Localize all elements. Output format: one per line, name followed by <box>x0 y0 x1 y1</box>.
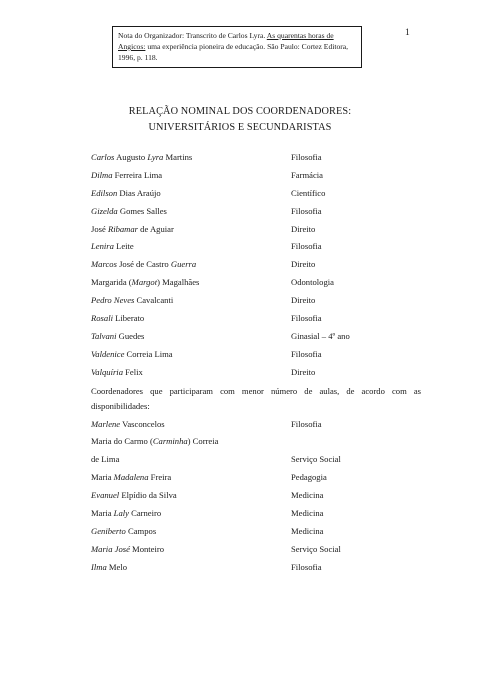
coordinator-row <box>91 366 421 384</box>
field-of-study: Serviço Social <box>291 543 341 554</box>
secondary-coordinator-row <box>91 418 421 436</box>
person-name <box>91 330 144 342</box>
name-rest: Correia Lima <box>124 348 173 359</box>
name-rest: Guedes <box>116 330 145 341</box>
field-of-study: Filosofia <box>291 348 322 359</box>
name-rest: Martins <box>163 152 193 162</box>
coordinator-row <box>91 348 421 366</box>
name-rest: Elpídio da Silva <box>119 490 177 501</box>
name-italic: Gizelda <box>91 205 118 216</box>
name-rest: Freira <box>148 472 172 483</box>
field-of-study: Filosofia <box>291 205 322 216</box>
name-italic: Talvani <box>91 330 117 341</box>
name-italic2: Lyra <box>147 152 164 162</box>
field-of-study: Filosofia <box>291 561 322 572</box>
name-rest: ) Magalhães <box>157 277 200 288</box>
person-name <box>91 525 156 537</box>
name-italic: Maria José <box>91 543 130 554</box>
name-rest: Gomes Salles <box>117 205 167 216</box>
name-pre: de Lima <box>91 454 120 465</box>
name-italic: Carminha <box>152 436 188 447</box>
field-of-study: Farmácia <box>291 169 323 180</box>
person-name <box>91 366 143 378</box>
secondary-coordinator-row <box>91 435 421 453</box>
page-heading-line1: RELAÇÃO NOMINAL DOS COORDENADORES: <box>128 106 352 117</box>
person-name <box>91 169 162 181</box>
person-name <box>91 507 161 519</box>
name-italic: Laly <box>113 508 129 519</box>
field-of-study: Medicina <box>291 490 324 501</box>
person-name <box>91 418 165 430</box>
secondary-coordinator-row <box>91 471 421 489</box>
name-rest: Dias Araújo <box>117 187 161 198</box>
person-name <box>91 453 119 465</box>
name-italic: Pedro Neves <box>91 295 135 306</box>
person-name <box>91 348 173 360</box>
name-mid: José de Castro <box>116 259 171 270</box>
name-italic: Madalena <box>113 472 149 483</box>
name-rest: Leite <box>113 241 134 252</box>
name-pre: Maria <box>91 472 114 483</box>
name-rest: Carneiro <box>128 508 162 519</box>
organizer-note <box>112 26 362 68</box>
name-italic: Marlene <box>91 418 121 429</box>
secondary-coordinator-list <box>91 418 421 579</box>
coordinator-row <box>91 169 421 187</box>
secondary-coordinator-row <box>91 507 421 525</box>
name-pre: Maria <box>91 508 114 519</box>
fewer-classes-note <box>91 384 421 415</box>
name-mid: Augusto <box>114 152 148 162</box>
field-of-study: Medicina <box>291 508 324 519</box>
secondary-coordinator-row <box>91 543 421 561</box>
person-name <box>91 240 134 252</box>
note-prefix: Nota do Organizador: Transcrito de Carlos Lyra. <box>118 31 267 40</box>
note-book-title: As quarentas horas de Angicos: <box>118 31 334 51</box>
secondary-coordinator-row <box>91 489 421 507</box>
name-italic2: Guerra <box>170 259 197 270</box>
name-rest: Monteiro <box>129 543 165 554</box>
coordinator-row <box>91 151 421 169</box>
name-pre: Maria do Carmo ( <box>91 436 153 447</box>
person-name <box>91 561 127 573</box>
name-italic: Carlos <box>91 152 115 162</box>
name-italic: Edilson <box>91 187 118 198</box>
coordinator-row <box>91 205 421 223</box>
name-italic: Ribamar <box>107 223 139 234</box>
secondary-coordinator-row <box>91 525 421 543</box>
note-suffix: uma experiência pioneira de educação. São Paulo: Cortez Editora, 1996, p. 118. <box>118 42 349 62</box>
coordinator-roster <box>91 151 421 579</box>
name-italic: Valquíria <box>91 366 123 377</box>
field-of-study: Ginasial – 4º ano <box>291 330 350 341</box>
field-of-study: Pedagogia <box>291 472 327 483</box>
name-rest: Melo <box>106 561 128 572</box>
coordinator-row <box>91 223 421 241</box>
field-of-study: Odontologia <box>291 277 334 288</box>
person-name <box>91 276 199 288</box>
field-of-study: Direito <box>291 223 316 234</box>
coordinator-list <box>91 151 421 384</box>
name-rest: Ferreira Lima <box>112 169 163 180</box>
field-of-study: Direito <box>291 259 316 270</box>
field-of-study: Direito <box>291 366 316 377</box>
coordinator-row <box>91 276 421 294</box>
secondary-coordinator-row <box>91 453 421 471</box>
name-rest: Felix <box>123 366 143 377</box>
person-name <box>91 151 192 163</box>
coordinator-row <box>91 187 421 205</box>
name-italic: Rosali <box>91 313 113 324</box>
name-rest: de Aguiar <box>138 223 174 234</box>
name-italic: Margot <box>131 277 158 288</box>
name-rest: Cavalcanti <box>134 295 174 306</box>
person-name <box>91 435 218 447</box>
name-italic: Valdenice <box>91 348 125 359</box>
name-pre: Margarida ( <box>91 277 132 288</box>
fewer-classes-note-line2: disponibilidades: <box>91 401 150 412</box>
person-name <box>91 294 173 306</box>
name-italic: Marcos <box>91 259 117 270</box>
page-heading-line2: UNIVERSITÁRIOS E SECUNDARISTAS <box>148 122 332 133</box>
name-italic: Lenira <box>91 241 114 252</box>
field-of-study: Serviço Social <box>291 454 341 465</box>
person-name <box>91 489 177 501</box>
field-of-study: Filosofia <box>291 152 322 162</box>
page-number: 1 <box>405 28 410 38</box>
name-rest: Campos <box>125 525 157 536</box>
name-italic: Dilma <box>91 169 113 180</box>
secondary-coordinator-row <box>91 561 421 579</box>
person-name <box>91 258 196 270</box>
person-name <box>91 187 161 199</box>
name-italic: Ilma <box>91 561 107 572</box>
coordinator-row <box>91 330 421 348</box>
field-of-study: Direito <box>291 295 316 306</box>
name-pre: José <box>91 223 108 234</box>
fewer-classes-note-line1: Coordenadores que participaram com menor número de aulas, de acordo com as <box>91 385 421 396</box>
name-rest: Vasconcelos <box>120 418 165 429</box>
person-name <box>91 471 171 483</box>
person-name <box>91 543 164 555</box>
person-name <box>91 223 174 235</box>
name-italic: Evanuel <box>91 490 120 501</box>
field-of-study: Científico <box>291 187 326 198</box>
name-italic: Geniberto <box>91 525 126 536</box>
field-of-study: Filosofia <box>291 313 322 324</box>
person-name <box>91 312 144 324</box>
person-name <box>91 205 167 217</box>
field-of-study: Filosofia <box>291 418 322 429</box>
coordinator-row <box>91 312 421 330</box>
field-of-study: Filosofia <box>291 241 322 252</box>
field-of-study: Medicina <box>291 525 324 536</box>
name-rest: ) Correia <box>187 436 219 447</box>
coordinator-row <box>91 258 421 276</box>
coordinator-row <box>91 240 421 258</box>
name-rest: Liberato <box>112 313 145 324</box>
coordinator-row <box>91 294 421 312</box>
